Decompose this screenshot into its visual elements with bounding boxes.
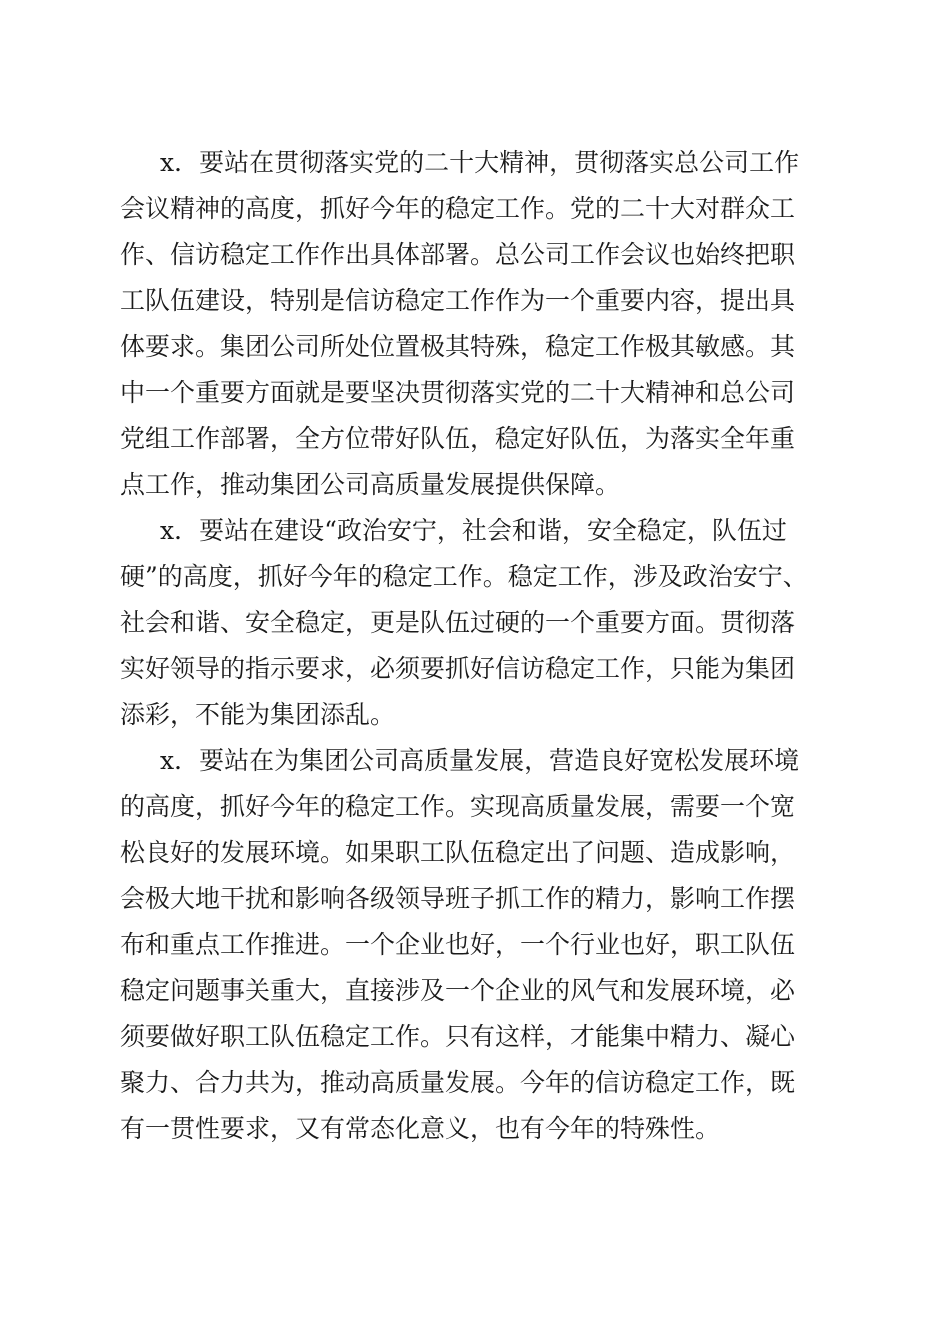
paragraph-line: 松良好的发展环境。如果职工队伍稳定出了问题、造成影响， <box>120 838 796 867</box>
paragraph-line: 实好领导的指示要求，必须要抓好信访稳定工作，只能为集团 <box>120 654 796 683</box>
paragraph-1 <box>120 140 836 508</box>
paragraph-line: 社会和谐、安全稳定，更是队伍过硬的一个重要方面。贯彻落 <box>120 608 796 637</box>
document-body <box>120 140 836 1152</box>
paragraph-line: 聚力、合力共为，推动高质量发展。今年的信访稳定工作，既 <box>120 1068 796 1097</box>
paragraph-line: 硬”的高度，抓好今年的稳定工作。稳定工作，涉及政治安宁、 <box>120 562 808 591</box>
paragraph-line: 党组工作部署，全方位带好队伍，稳定好队伍，为落实全年重 <box>120 424 796 453</box>
paragraph-line: 点工作，推动集团公司高质量发展提供保障。 <box>120 470 621 499</box>
paragraph-line: 的高度，抓好今年的稳定工作。实现高质量发展，需要一个宽 <box>120 792 796 821</box>
paragraph-line: 工队伍建设，特别是信访稳定工作作为一个重要内容，提出具 <box>120 286 796 315</box>
paragraph-line: 会议精神的高度，抓好今年的稳定工作。党的二十大对群众工 <box>120 194 796 223</box>
paragraph-line: x．要站在建设“政治安宁，社会和谐，安全稳定，队伍过 <box>160 516 787 545</box>
paragraph-line: 布和重点工作推进。一个企业也好，一个行业也好，职工队伍 <box>120 930 796 959</box>
paragraph-line: x．要站在贯彻落实党的二十大精神，贯彻落实总公司工作 <box>160 148 800 177</box>
paragraph-line: 作、信访稳定工作作出具体部署。总公司工作会议也始终把职 <box>120 240 796 269</box>
paragraph-line: 须要做好职工队伍稳定工作。只有这样，才能集中精力、凝心 <box>120 1022 796 1051</box>
paragraph-line: 中一个重要方面就是要坚决贯彻落实党的二十大精神和总公司 <box>120 378 796 407</box>
paragraph-line: 稳定问题事关重大，直接涉及一个企业的风气和发展环境，必 <box>120 976 796 1005</box>
paragraph-line: x．要站在为集团公司高质量发展，营造良好宽松发展环境 <box>160 746 800 775</box>
paragraph-line: 添彩，不能为集团添乱。 <box>120 700 396 729</box>
paragraph-2 <box>120 508 836 738</box>
paragraph-line: 体要求。集团公司所处位置极其特殊，稳定工作极其敏感。其 <box>120 332 796 361</box>
paragraph-3 <box>120 738 836 1152</box>
paragraph-line: 有一贯性要求，又有常态化意义，也有今年的特殊性。 <box>120 1114 721 1143</box>
paragraph-line: 会极大地干扰和影响各级领导班子抓工作的精力，影响工作摆 <box>120 884 796 913</box>
